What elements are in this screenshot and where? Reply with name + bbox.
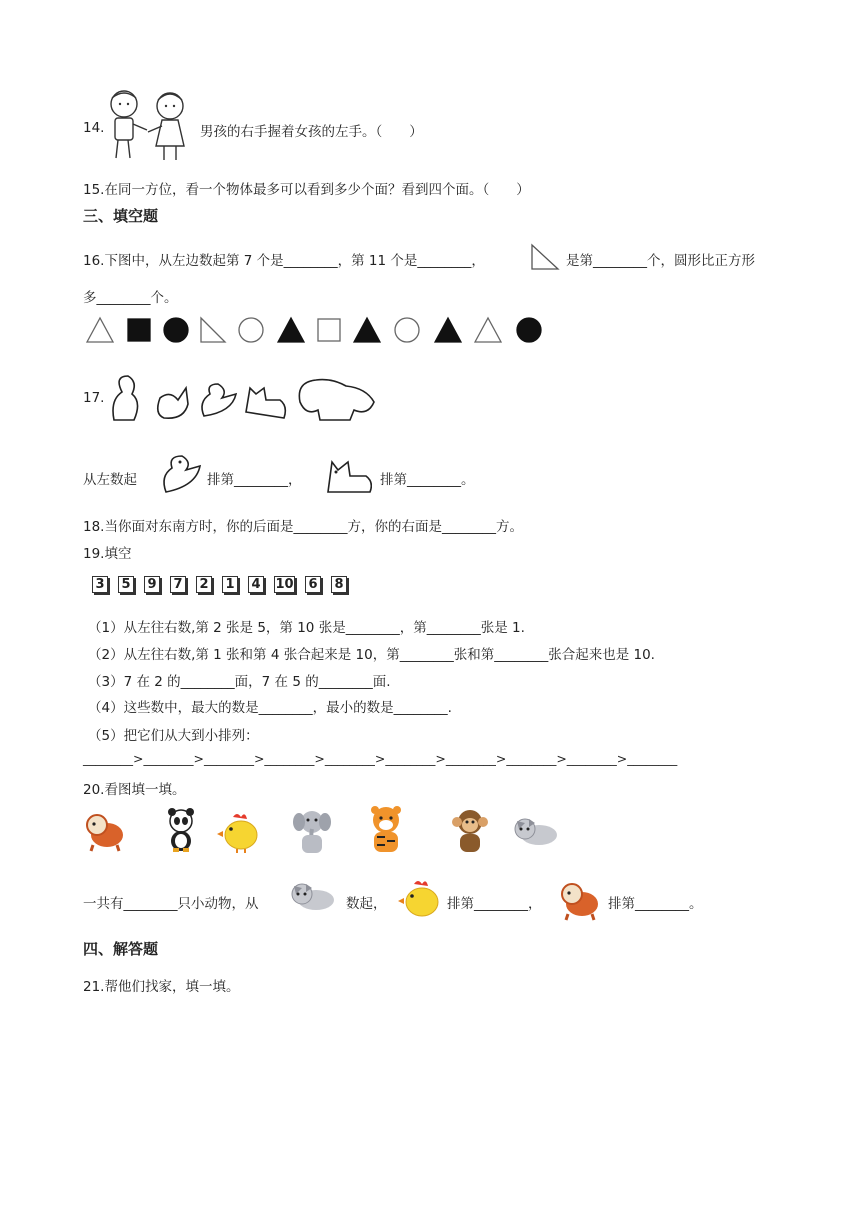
q17-from-left: 从左数起 — [83, 472, 137, 488]
q19-line-5: （5）把它们从大到小排列： — [88, 728, 259, 744]
section-4-title: 四、解答题 — [83, 940, 159, 958]
q20-text-3: 排第________， — [447, 896, 542, 912]
cat-icon — [246, 388, 285, 418]
shape-circle-outline — [239, 318, 263, 342]
shape-triangle-outline — [475, 318, 501, 342]
panda-icon — [163, 807, 199, 853]
bird-icon — [202, 384, 236, 416]
q17-rank2: 排第________。 — [380, 472, 475, 488]
number-card: 2 — [196, 576, 212, 593]
cat-icon — [322, 452, 372, 496]
dog-icon — [83, 809, 129, 853]
number-card: 7 — [170, 576, 186, 593]
number-card: 8 — [331, 576, 347, 593]
shape-circle-filled — [517, 318, 541, 342]
q20-text-1: 一共有________只小动物，从 — [83, 896, 259, 912]
tiger-icon — [363, 805, 409, 857]
q17-animal-row-illustration — [108, 372, 380, 424]
shape-square-filled — [128, 319, 150, 341]
q14-number: 14. — [83, 120, 105, 136]
q20-animal-row — [83, 805, 563, 857]
q19-line-1: （1）从左往右数,第 2 张是 5，第 10 张是________，第________张是 1. — [88, 620, 525, 636]
shape-triangle-filled — [278, 318, 304, 342]
q14-text: 男孩的右手握着女孩的左手。（ ） — [200, 124, 423, 140]
q16-part2: 是第________个，圆形比正方形 — [566, 253, 755, 269]
shape-square-outline — [318, 319, 340, 341]
dog-icon — [558, 878, 604, 922]
q17-number: 17. — [83, 390, 105, 406]
q19-number-cards — [92, 576, 357, 593]
number-card: 1 — [222, 576, 238, 593]
shape-triangle-filled — [435, 318, 461, 342]
number-card: 4 — [248, 576, 264, 593]
q16-part1: 16.下图中，从左边数起第 7 个是________，第 11 个是________， — [83, 253, 485, 269]
boy-girl-holding-hands-illustration — [100, 86, 198, 164]
q15-text: 15.在同一方位，看一个物体最多可以看到多少个面？看到四个面。（ ） — [83, 182, 530, 198]
squirrel-icon — [113, 376, 138, 420]
elephant-icon — [291, 807, 333, 855]
number-card: 10 — [275, 577, 294, 592]
q20-text-2: 数起， — [346, 896, 387, 912]
shape-circle-filled — [164, 318, 188, 342]
shape-triangle-filled — [354, 318, 380, 342]
q21-text: 21.帮他们找家，填一填。 — [83, 979, 240, 995]
q19-line-4: （4）这些数中，最大的数是________，最小的数是________. — [88, 700, 452, 716]
q17-rank1: 排第________， — [207, 472, 302, 488]
shape-right-triangle-outline — [201, 318, 225, 342]
number-card: 6 — [305, 576, 321, 593]
cat-icon — [511, 815, 561, 851]
chick-icon — [396, 876, 444, 920]
q19-title: 19.填空 — [83, 546, 132, 562]
elephant-icon — [299, 380, 374, 420]
q19-line-2: （2）从左往右数,第 1 张和第 4 张合起来是 10，第________张和第________张合起来也是 10. — [88, 647, 655, 663]
q20-text-4: 排第________。 — [608, 896, 703, 912]
cat-icon — [288, 880, 338, 916]
q16-shape-row — [83, 314, 553, 346]
right-triangle-icon — [530, 243, 560, 271]
chick-icon — [215, 809, 263, 853]
bird-icon — [158, 452, 204, 496]
q19-order-blanks: ________>________>________>________>________>________>________>________>________>________ — [83, 751, 678, 766]
number-card: 5 — [118, 576, 134, 593]
section-3-title: 三、填空题 — [83, 207, 159, 225]
shape-circle-outline — [395, 318, 419, 342]
q19-line-3: （3）7 在 2 的________面，7 在 5 的________面. — [88, 674, 391, 690]
q18-text: 18.当你面对东南方时，你的后面是________方，你的右面是________方。 — [83, 519, 523, 535]
rabbit-icon — [158, 388, 188, 418]
q16-line2: 多________个。 — [83, 290, 178, 306]
q20-title: 20.看图填一填。 — [83, 782, 186, 798]
shape-triangle-outline — [87, 318, 113, 342]
monkey-icon — [449, 807, 491, 855]
number-card: 9 — [144, 576, 160, 593]
number-card: 3 — [92, 576, 108, 593]
